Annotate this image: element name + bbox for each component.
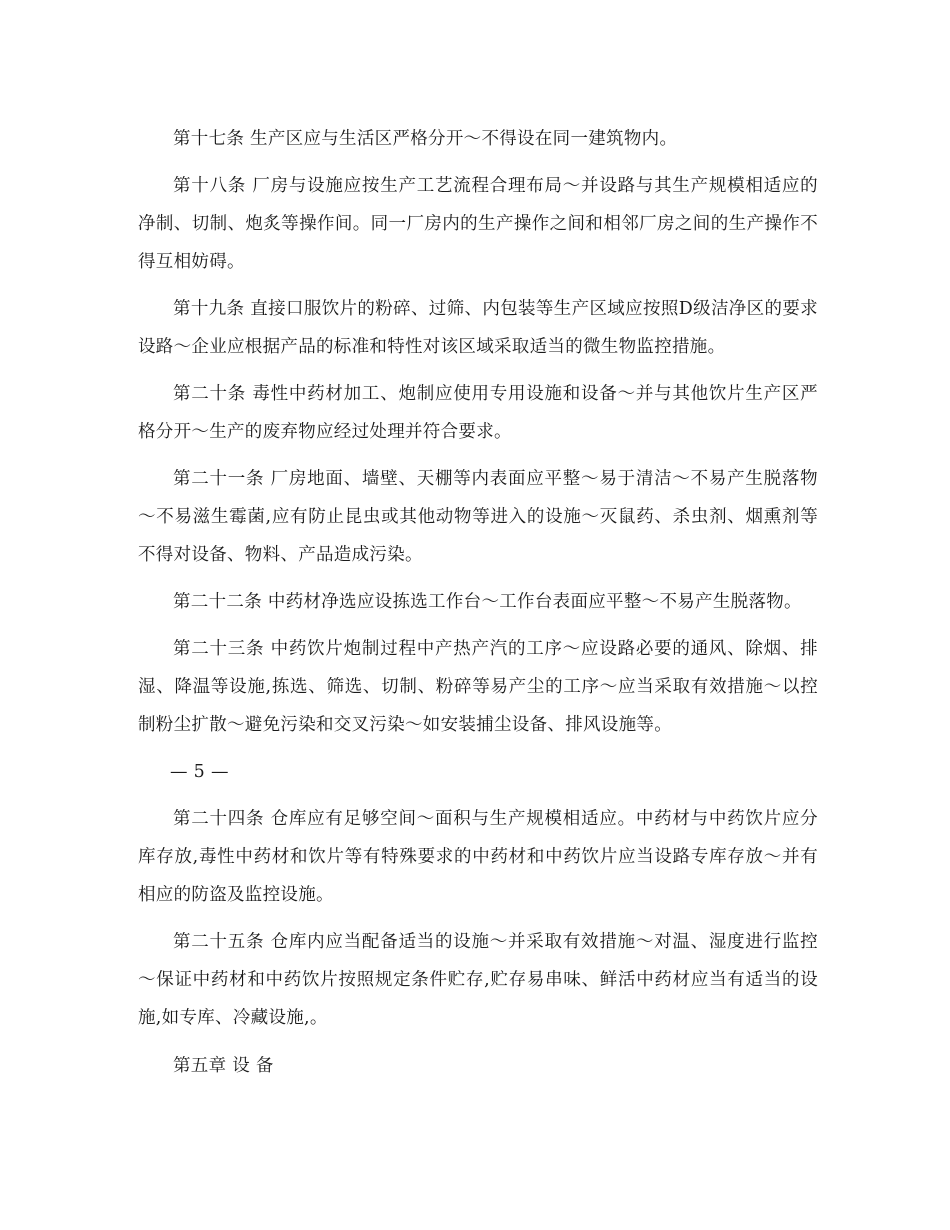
article-17: 第十七条 生产区应与生活区严格分开～不得设在同一建筑物内。	[173, 129, 678, 149]
article-19: 第十九条 直接口服饮片的粉碎、过筛、内包装等生产区域应按照D级洁净区的要求设路～企业应根据产品的标准和特性对该区域采取适当的微生物监控措施。	[138, 299, 818, 357]
article-23: 第二十三条 中药饮片炮制过程中产热产汽的工序～应设路必要的通风、除烟、排湿、降温等设施,拣选、筛选、切制、粉碎等易产尘的工序～应当采取有效措施～以控制粉尘扩散～避免污染和交叉污染～如安装捕尘设备、排风设施等。	[138, 639, 818, 735]
article-24: 第二十四条 仓库应有足够空间～面积与生产规模相适应。中药材与中药饮片应分库存放,毒性中药材和饮片等有特殊要求的中药材和中药饮片应当设路专库存放～并有相应的防盗及监控设施。	[138, 809, 818, 905]
chapter-heading: 第五章 设 备	[173, 1056, 274, 1076]
article-20: 第二十条 毒性中药材加工、炮制应使用专用设施和设备～并与其他饮片生产区严格分开～生产的废弃物应经过处理并符合要求。	[138, 384, 818, 442]
document-body	[138, 120, 818, 1085]
page-number-marker: — 5 —	[170, 762, 229, 782]
article-25: 第二十五条 仓库内应当配备适当的设施～并采取有效措施～对温、湿度进行监控～保证中药材和中药饮片按照规定条件贮存,贮存易串味、鲜活中药材应当有适当的设施,如专库、冷藏设施,。	[138, 932, 818, 1028]
article-18: 第十八条 厂房与设施应按生产工艺流程合理布局～并设路与其生产规模相适应的净制、切制、炮炙等操作间。同一厂房内的生产操作之间和相邻厂房之间的生产操作不得互相妨碍。	[138, 176, 818, 272]
article-21: 第二十一条 厂房地面、墙壁、天棚等内表面应平整～易于清洁～不易产生脱落物～不易滋生霉菌,应有防止昆虫或其他动物等进入的设施～灭鼠药、杀虫剂、烟熏剂等不得对设备、物料、产品造成污染。	[138, 469, 818, 565]
article-22: 第二十二条 中药材净选应设拣选工作台～工作台表面应平整～不易产生脱落物。	[173, 592, 802, 612]
